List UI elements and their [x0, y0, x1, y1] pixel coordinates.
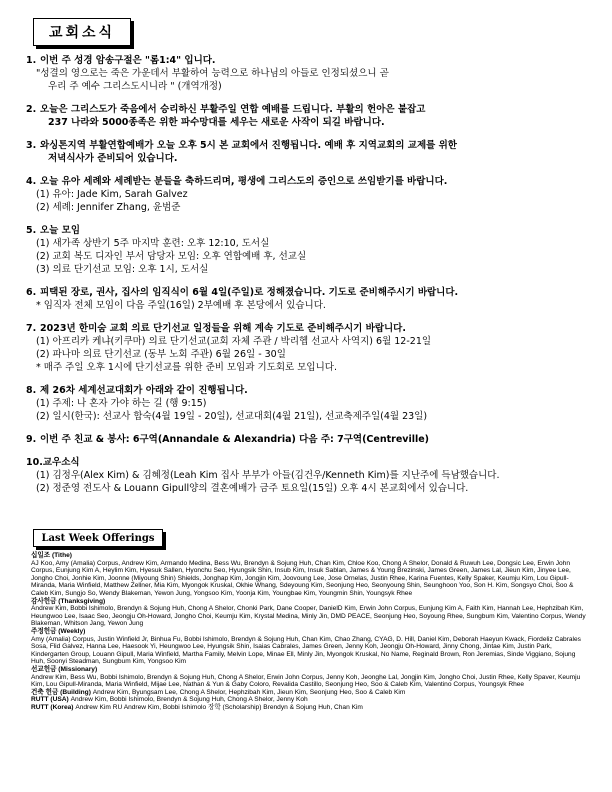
- news-item-detail: 237 나라와 5000종족은 위한 파수망대를 세우는 새로운 사작이 되길 바랍니다.: [48, 117, 385, 128]
- news-item-detail: (1) 아프리카 케냐(키쿠마) 의료 단기선교(교회 자체 주관 / 박리헵 선교사 사역지) 6월 12-21일: [36, 336, 432, 347]
- news-item-number: 7.: [26, 323, 37, 334]
- page-title: 교회소식: [33, 18, 131, 46]
- news-item-detail: (1) 주제: 나 혼자 가야 하는 길 (행 9:15): [36, 398, 207, 409]
- offering-row: [31, 689, 587, 697]
- news-item-text: 제 26차 세계선교대회가 아래와 같이 진행됩니다.: [40, 385, 248, 396]
- news-item-number: 6.: [26, 287, 37, 298]
- news-item-number: 4.: [26, 176, 37, 187]
- news-item-heading: [26, 139, 594, 152]
- news-item-heading: [26, 286, 594, 299]
- news-item-text: 오늘은 그리스도가 죽음에서 승리하신 부활주일 연합 예배를 드립니다. 부활의 헌아은 붙잡고: [40, 104, 426, 115]
- news-item: [26, 139, 594, 165]
- news-item-detail: (3) 의료 단기선교 모임: 오후 1시, 도서실: [36, 264, 209, 275]
- news-item: [26, 175, 594, 214]
- news-item: [26, 54, 594, 93]
- news-item-detail: (2) 파나마 의료 단기선교 (동부 노회 주관) 6월 26일 - 30일: [36, 349, 286, 360]
- offerings-list: [31, 552, 587, 711]
- offering-row-label: 건축 헌금 (Building): [31, 688, 93, 696]
- offering-category: 선교헌금 (Missionary): [31, 665, 98, 673]
- offering-row-names: Andrew Kim, Byungsam Lee, Chong A Shelor, Hephzibah Kim, Jieun Kim, Seonjung Heo, Soo & Caleb Kim: [92, 688, 406, 696]
- news-item-detail: (1) 유아: Jade Kim, Sarah Galvez: [36, 189, 188, 200]
- news-item-text: 오늘 모임: [40, 225, 81, 236]
- news-item-heading: [26, 433, 594, 446]
- news-item-text: 이번 주 성경 암송구절은 "롬1:4" 입니다.: [40, 55, 216, 66]
- offering-row-label: RUTT (Korea): [31, 703, 76, 711]
- news-item: [26, 384, 594, 423]
- offering-names: AJ Koo, Amy (Amalia) Corpus, Andrew Kim, Armando Medina, Bess Wu, Brendyn & Sojung Huh, Chan Kim, Chloe Koo, Chong A Shelor, Donald & Ruwuh Lee, Dongsic Lee, Erwin John Corpus, Eunjung Kim A, Heylim Kim, Hyesuk Sallen, Hyonchu Seo, Hyungsik Shin, Insub Kim, Insuk Sablan, James & Young Brezinski, James Green, James Lal, Jieun Kim, Jinyee Lee, Jongho Choi, Jonhie Kim, Joonne (Miyoung Shin) Shields, Jonghap Kim, Jongjin Kim, Joovoung Lee, Jose Ornelas, Justin Rhee, Karina Fuentes, Kelly Spaker, Keumju Kim, Lou Gipull-Miranda, Maria Winfield, Matthew Zellner, Mia Kim, Myongok Kruskal, Okhie Whang, Sdeyoung Kim, Seonjung Heo, Seonyoung Shin, Seunghoon Yoo, Son H. Kim, Songsyo Choi, Soo & Caleb Kim, Sungjo So, Wendy Blakeman, Yewon Jung, Yongsoo Kim, Yoonja Kim, Youngbae Kim, Youngmin Shin, Youngsyk Rhee: [31, 559, 574, 597]
- offering-row-label: RUTT (USA): [31, 696, 71, 704]
- news-item: [26, 103, 594, 129]
- news-item: [26, 433, 594, 446]
- news-item: [26, 322, 594, 374]
- news-item-text: 2023년 한미숨 교회 의료 단기선교 일정들을 위해 계속 기도로 준비해주시기 바랍니다.: [40, 323, 406, 334]
- news-item-number: 5.: [26, 225, 37, 236]
- news-item-heading: [26, 103, 594, 116]
- news-item: [26, 224, 594, 276]
- news-item-heading: [26, 54, 594, 67]
- news-item-number: 8.: [26, 385, 37, 396]
- news-item-detail: (2) 정준영 전도사 & Louann Gipull양의 결혼예배가 금주 토요일(15일) 오후 4시 본교회에서 있습니다.: [36, 483, 469, 494]
- news-item-text: 이번 주 친교 & 봉사: 6구역(Annandale & Alexandria) 다음 주: 7구역(Centreville): [40, 434, 430, 445]
- news-item-detail: (1) 김정우(Alex Kim) & 김혜정(Leah Kim 집사 부부가 아들(김건우/Kenneth Kim)를 지난주에 득남했습니다.: [36, 470, 500, 481]
- offering-category: 주정헌금 (Weekly): [31, 627, 86, 635]
- news-item: [26, 456, 594, 495]
- offering-names: Amy (Amalia) Corpus, Justin Winfield Jr, Binhua Fu, Bobbi Ishimolo, Brendyn & Sojung Huh, Chan Kim, Chao Zhang, CYAG, D. Hill, Daniel Kim, Deborah Haeyun Kwack, Fiordeliz Cabrales Sosa, Flid Galvez, Hanna Lee, Haesook Yi, Heungwoo Lee, Hyungsik Shin, Isaias Cabrales, James Green, Jenny Koh, Jeongju Oh-Howard, Jinny Chong, Jintae Kim, Justin Park, Kindergarten Group, Louann Gipull, Maria Winfield, Martha Family, Melvin Lope, Minae Ell, Minly Jin, Myongok Kruskal, No Name, Reginald Brown, Ron Jeremias, Sinde Viggiano, Sojung Huh, Soonyi Steadman, Sungbum Kim, Yongsoo Kim: [31, 635, 581, 666]
- news-item-heading: [26, 175, 594, 188]
- news-item-number: 2.: [26, 104, 37, 115]
- offering-names: Andrew Kim, Bobbi Ishimolo, Brendyn & Sojung Huh, Chong A Shelor, Chonki Park, Dane Cooper, DanielD Kim, Erwin John Corpus, Eunjung Kim A, Faith Kim, Hannah Lee, Hephzibah Kim, Heungwoo Lee, Isaac Seo, Jeongju Oh-Howard, Jongho Choi, Keumju Kim, Krystal Medina, Minly Jin, DMD PEACE, Seonjung Heo, Soyoung Rhee, Sungbum Kim, Valentino Corpus, Wendy Blakeman, Whitson Jang, Yewon Jung: [31, 605, 586, 628]
- news-item-number: 1.: [26, 55, 37, 66]
- offering-category: 감사헌금 (Thanksgiving): [31, 597, 106, 605]
- news-item-detail: * 매주 주일 오후 1시에 단기선교를 위한 준비 모임과 기도회로 모입니다.: [36, 362, 337, 373]
- news-item-text: 와싱톤지역 부활연합예배가 오늘 오후 5시 본 교회에서 진행됩니다. 예배 후 지역교회의 교제를 위한: [40, 140, 457, 151]
- news-item-number: 3.: [26, 140, 37, 151]
- news-item-heading: [26, 384, 594, 397]
- news-item-heading: [26, 224, 594, 237]
- news-item-detail: 저녁식사가 준비되어 있습니다.: [48, 153, 178, 164]
- news-item-text: 오늘 유아 세례와 세례받는 분들을 축하드리며, 평생에 그리스도의 증인으로 쓰임받기를 바랍니다.: [40, 176, 448, 187]
- offering-category: 십일조 (Tithe): [31, 552, 72, 559]
- news-item-detail: (1) 새가족 상반기 5주 마지막 훈련: 오후 12:10, 도서실: [36, 238, 270, 249]
- news-item-detail: 우리 주 예수 그리스도시니라 " (개역개정): [48, 81, 222, 92]
- offerings-title: Last Week Offerings: [33, 529, 163, 547]
- offering-row: [31, 696, 587, 704]
- news-item-number: 9.: [26, 434, 37, 445]
- news-item-heading: [26, 322, 594, 335]
- news-list: [26, 54, 594, 505]
- news-item-detail: (2) 일시(한국): 선교사 합숙(4월 19일 - 20일), 선교대회(4월 21일), 선교축제주일(4월 23일): [36, 411, 428, 422]
- news-item-detail: * 임직자 전체 모임이 다음 주일(16일) 2부예배 후 본당에서 있습니다.: [36, 300, 326, 311]
- news-item-detail: (2) 세례: Jennifer Zhang, 윤범준: [36, 202, 181, 213]
- news-item-text: 피택된 장로, 권사, 집사의 임직식이 6월 4일(주일)로 정해졌습니다. 기도로 준비해주시기 바랍니다.: [40, 287, 459, 298]
- offering-row: [31, 704, 587, 712]
- news-item-number: 10.: [26, 457, 43, 468]
- news-item-detail: "성결의 영으로는 죽은 가운데서 부활하여 능력으로 하나님의 아들로 인정되셨으니 곧: [36, 68, 389, 79]
- news-item-heading: [26, 456, 594, 469]
- news-item-detail: (2) 교회 복도 디자인 부서 담당자 모임: 오후 연합예배 후, 선교실: [36, 251, 307, 262]
- offering-row-names: Andrew Kim RU Andrew Kim, Bobbi Ishimolo 장학 (Scholarship) Brendyn & Sojung Huh, Chan Kim: [75, 703, 363, 711]
- news-item-text: 교우소식: [42, 457, 80, 468]
- news-item: [26, 286, 594, 312]
- offering-row-names: Andrew Kim, Bobbi Ishimolo, Brendyn & Sojung Huh, Chong A Shelor, Jenny Koh: [70, 696, 308, 704]
- offering-names: Andrew Kim, Bess Wu, Bobbi Ishimolo, Brendyn & Sojung Huh, Chong A Shelor, Erwin John Corpus, Jenny Koh, Jeonghe Lal, Jongjin Kim, Jongho Choi, Justin Rhee, Kelly Spaver, Keumju Kim, Lou Gipull-Miranda, Maria Winfield, Mijae Lee, Nathan & Yun & Gaby Coloro, Revalida Castillo, Seonjung Heo, Soo & Caleb Kim, Valentino Corpus, Youngsyk Rhee: [31, 673, 581, 689]
